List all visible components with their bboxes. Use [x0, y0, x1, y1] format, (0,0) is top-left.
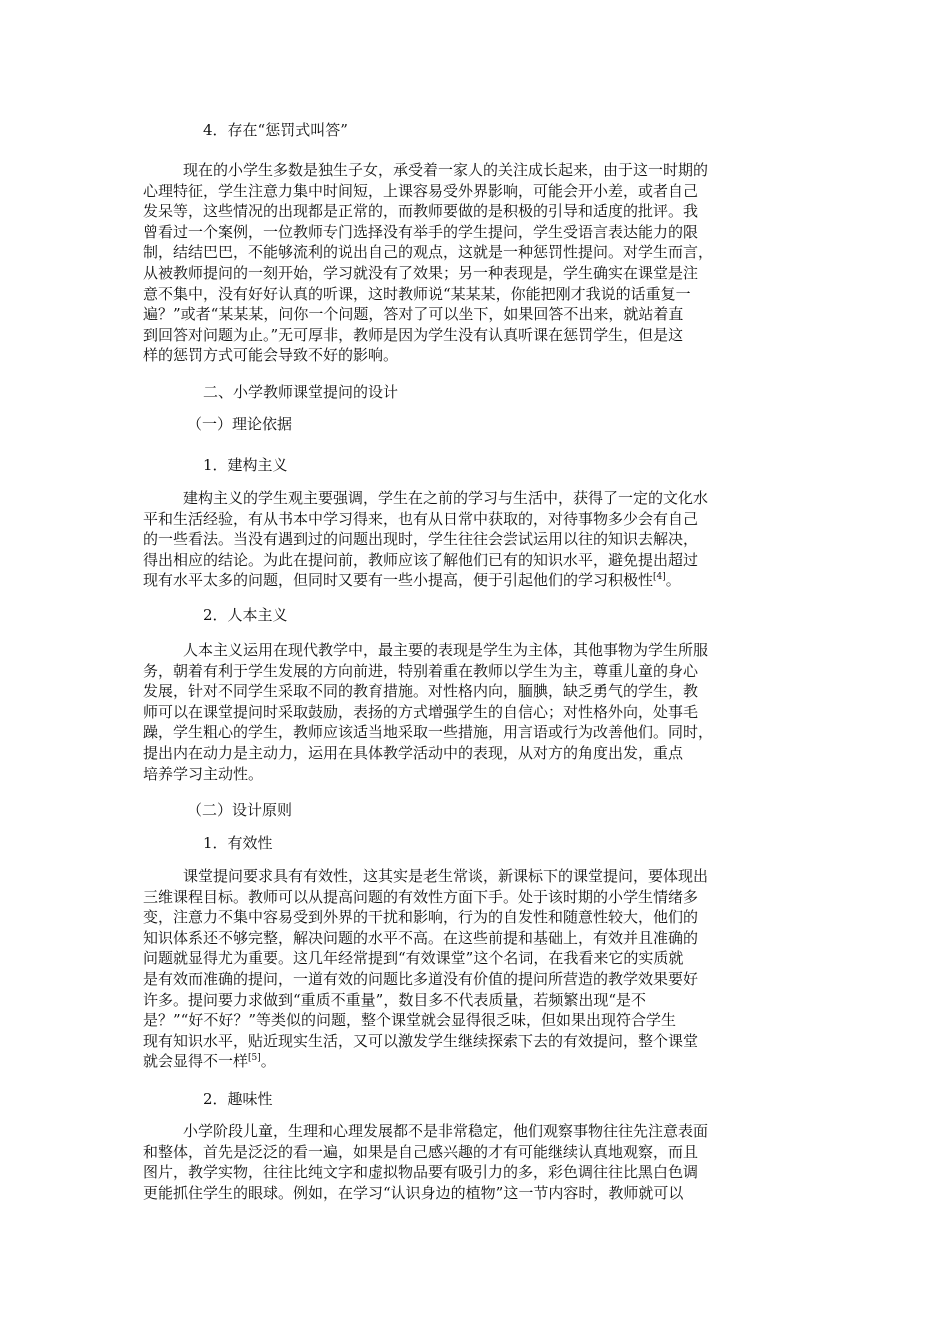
- paragraph-humanism: [143, 640, 823, 784]
- text-line: 变，注意力不集中容易受到外界的干扰和影响，行为的自发性和随意性较大，他们的: [143, 908, 699, 927]
- text-line: 制，结结巴巴，不能够流利的说出自己的观点，这就是一种惩罚性提问。对学生而言，: [143, 243, 714, 262]
- text-line: 得出相应的结论。为此在提问前，教师应该了解他们已有的知识水平，避免提出超过: [143, 550, 699, 569]
- paragraph-constructivism: [143, 488, 823, 591]
- text-line: 现在的小学生多数是独生子女，承受着一家人的关注成长起来，由于这一时期的: [183, 161, 709, 179]
- text-line: 发展，针对不同学生采取不同的教育措施。对性格内向，腼腆，缺乏勇气的学生，教: [143, 682, 699, 701]
- heading-effectiveness: 1．有效性: [203, 834, 273, 852]
- text-line: 从被教师提问的一刻开始，学习就没有了效果；另一种表现是，学生确实在课堂是注: [143, 263, 699, 282]
- text-line: 的一些看法。当没有遇到过的问题出现时，学生往往会尝试运用以往的知识去解决，: [143, 530, 699, 549]
- text-line: [143, 570, 823, 591]
- text-line: 躁，学生粗心的学生，教师应该适当地采取一些措施，用言语或行为改善他们。同时，: [143, 723, 714, 742]
- text-line: 小学阶段儿童，生理和心理发展都不是非常稳定，他们观察事物往往先注意表面: [183, 1122, 709, 1140]
- text-line: 许多。提问要力求做到“重质不重量”，数目多不代表质量，若频繁出现“是不: [143, 990, 647, 1009]
- text-line: 建构主义的学生观主要强调，学生在之前的学习与生活中，获得了一定的文化水: [183, 489, 709, 507]
- text-line: 人本主义运用在现代教学中，最主要的表现是学生为主体，其他事物为学生所服: [183, 641, 709, 659]
- text-line-content: 现有水平太多的问题，但同时又要有一些小提高，便于引起他们的学习积极性: [143, 571, 654, 590]
- sentence-end: 。: [260, 1052, 276, 1071]
- paragraph-interest: [143, 1121, 823, 1203]
- heading-humanism: 2．人本主义: [203, 606, 288, 624]
- text-line: 务，朝着有利于学生发展的方向前进，特别着重在教师以学生为主，尊重儿童的身心: [143, 661, 699, 680]
- heading-constructivism: 1．建构主义: [203, 456, 288, 474]
- text-line: 更能抓住学生的眼球。例如，在学习“认识身边的植物”这一节内容时，教师就可以: [143, 1183, 684, 1202]
- heading-theory-basis: （一）理论依据: [187, 415, 293, 433]
- text-line: 课堂提问要求具有有效性，这其实是老生常谈，新课标下的课堂提问，要体现出: [183, 867, 709, 885]
- heading-interest: 2．趣味性: [203, 1090, 273, 1108]
- text-line: 师可以在课堂提问时采取鼓励，表扬的方式增强学生的自信心；对性格外向，处事毛: [143, 702, 699, 721]
- text-line: 发呆等，这些情况的出现都是正常的，而教师要做的是积极的引导和适度的批评。我: [143, 202, 699, 221]
- text-line: 提出内在动力是主动力，运用在具体教学活动中的表现，从对方的角度出发，重点: [143, 743, 684, 762]
- text-line: 图片，教学实物，往往比纯文字和虚拟物品要有吸引力的多，彩色调往往比黑白色调: [143, 1163, 699, 1182]
- text-line: 和整体，首先是泛泛的看一遍，如果是自己感兴趣的才有可能继续认真地观察，而且: [143, 1142, 699, 1161]
- text-line: 心理特征，学生注意力集中时间短，上课容易受外界影响，可能会开小差，或者自己: [143, 181, 699, 200]
- citation-ref: [5]: [248, 1053, 261, 1064]
- paragraph-effectiveness: [143, 866, 823, 1072]
- paragraph-punitive-questioning: [143, 160, 823, 366]
- text-line-content: 就会显得不一样: [143, 1052, 249, 1071]
- text-line: 知识体系还不够完整，解决问题的水平不高。在这些前提和基础上，有效并且准确的: [143, 928, 699, 947]
- text-line: 曾看过一个案例，一位教师专门选择没有举手的学生提问，学生受语言表达能力的限: [143, 222, 699, 241]
- heading-design-principles: （二）设计原则: [187, 801, 293, 819]
- text-line: 到回答对问题为止。”无可厚非，教师是因为学生没有认真听课在惩罚学生，但是这: [143, 325, 684, 344]
- text-line: 是？”“好不好？”等类似的问题，整个课堂就会显得很乏味，但如果出现符合学生: [143, 1011, 677, 1030]
- sentence-end: 。: [665, 571, 681, 590]
- text-line: 是有效而准确的提问，一道有效的问题比多道没有价值的提问所营造的教学效果要好: [143, 969, 699, 988]
- citation-ref: [4]: [653, 572, 666, 583]
- text-line: [143, 1051, 823, 1072]
- heading-punitive-questioning: 4．存在“惩罚式叫答”: [203, 121, 348, 139]
- text-line: 遍？”或者“某某某，问你一个问题，答对了可以坐下，如果回答不出来，就站着直: [143, 305, 684, 324]
- text-line: 平和生活经验，有从书本中学习得来，也有从日常中获取的，对待事物多少会有自己: [143, 509, 699, 528]
- text-line: 意不集中，没有好好认真的听课，这时教师说“某某某，你能把刚才我说的话重复一: [143, 284, 691, 303]
- text-line: 现有知识水平，贴近现实生活，又可以激发学生继续探索下去的有效提问，整个课堂: [143, 1031, 699, 1050]
- text-line: 样的惩罚方式可能会导致不好的影响。: [143, 346, 399, 365]
- text-line: 问题就显得尤为重要。这几年经常提到“有效课堂”这个名词，在我看来它的实质就: [143, 949, 684, 968]
- heading-section-two: 二、小学教师课堂提问的设计: [203, 383, 399, 401]
- text-line: 培养学习主动性。: [143, 764, 264, 783]
- text-line: 三维课程目标。教师可以从提高问题的有效性方面下手。处于该时期的小学生情绪多: [143, 887, 699, 906]
